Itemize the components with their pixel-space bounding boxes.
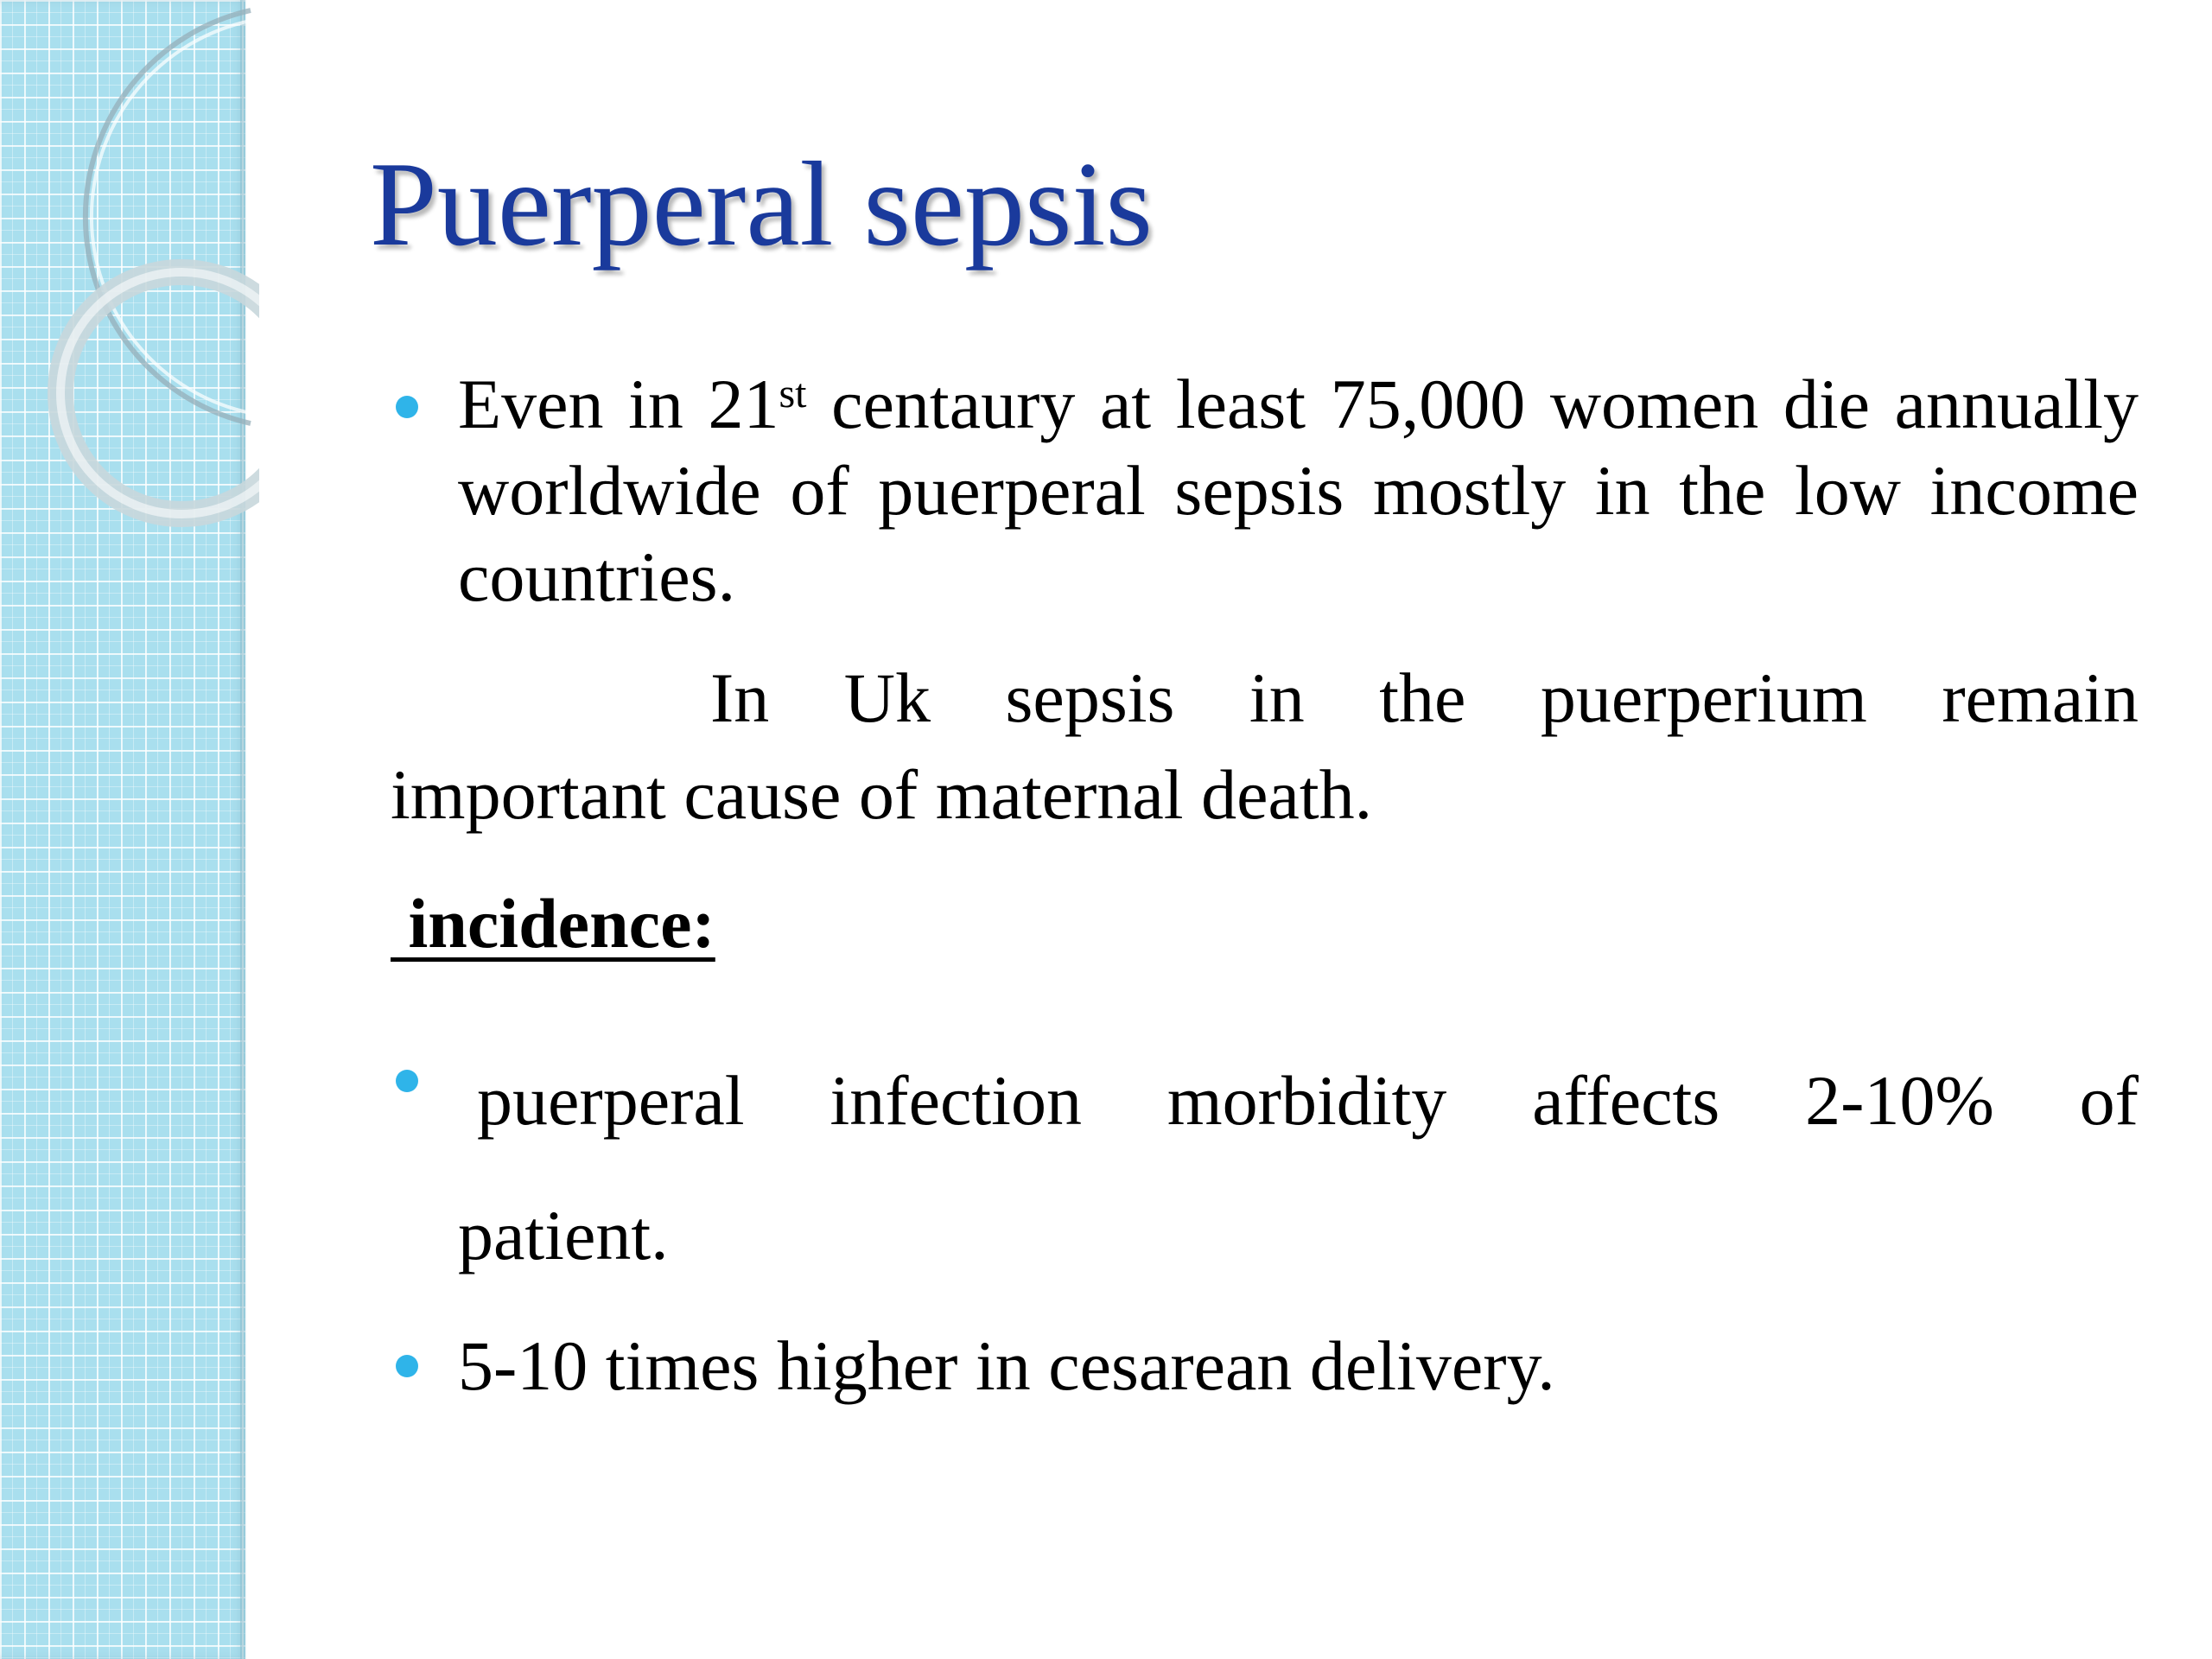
slide-title: Puerperal sepsis (370, 137, 1153, 271)
paragraph-mortality-rest: centaury at least 75,000 women die annually worldwide of puerperal sepsis mostly in the low income countries. (458, 365, 2139, 616)
incidence-heading: incidence: (391, 884, 715, 963)
bullet-marker-2 (396, 1070, 418, 1092)
paragraph-uk-first-line: In Uk sepsis in the puerperium remain (710, 658, 2139, 737)
bullet-dot-icon (396, 1070, 418, 1092)
bullet-cesarean: 5-10 times higher in cesarean delivery. (458, 1326, 1555, 1405)
bullet-morbidity-first-line: puerperal infection morbidity affects 2-10% of (477, 1061, 2139, 1140)
bullet-marker-3 (396, 1355, 418, 1377)
bullet-marker-1 (396, 396, 418, 418)
paragraph-uk (391, 650, 2139, 843)
paragraph-uk-line-1 (391, 650, 2139, 747)
ordinal-suffix: st (779, 371, 807, 416)
bullet-dot-icon (396, 396, 418, 418)
paragraph-mortality (458, 361, 2139, 620)
paragraph-uk-second-line: important cause of maternal death. (391, 755, 1373, 834)
bullet-dot-icon (396, 1355, 418, 1377)
bullet-morbidity-second-line: patient. (458, 1196, 669, 1274)
paragraph-mortality-start: Even in 21 (458, 365, 779, 443)
bullet-morbidity (458, 1033, 2139, 1303)
decorative-rings-icon (0, 0, 259, 553)
